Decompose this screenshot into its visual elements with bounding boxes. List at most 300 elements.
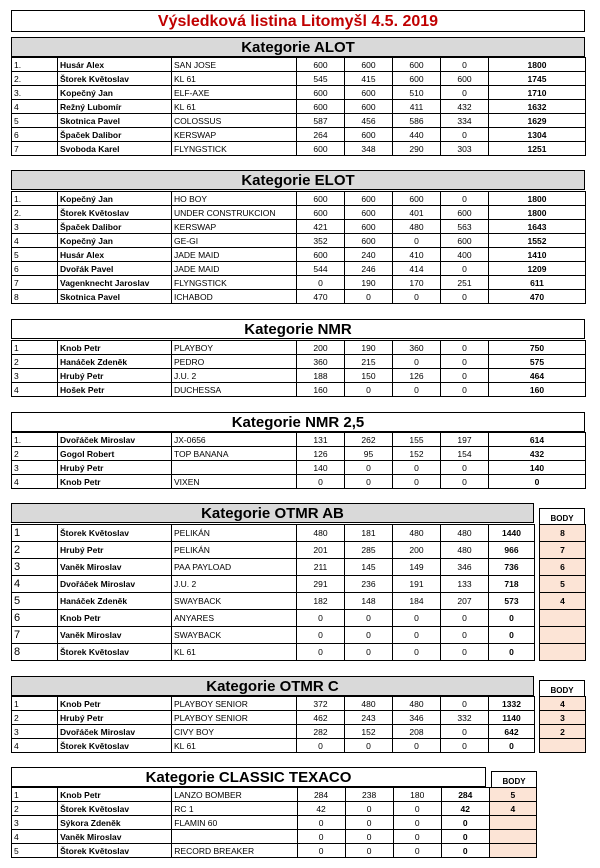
total-cell: 1304 [489,128,586,142]
round-3-cell: 170 [393,276,441,290]
model-cell: JADE MAID [172,248,297,262]
total-cell: 1440 [489,525,535,542]
round-3-cell: 191 [393,576,441,593]
round-1-cell: 0 [297,610,345,627]
total-cell: 1800 [489,206,586,220]
rank-cell: 1 [12,788,58,802]
round-3-cell: 0 [393,844,441,858]
table-row [12,58,586,72]
points-cell [540,610,586,627]
round-3-cell: 0 [393,830,441,844]
round-1-cell: 0 [297,475,345,489]
round-4-cell: 0 [441,262,489,276]
round-2-cell: 600 [345,220,393,234]
round-1-cell: 131 [297,433,345,447]
total-cell: 575 [489,355,586,369]
round-3-cell: 411 [393,100,441,114]
pilot-cell: Vaněk Miroslav [58,559,172,576]
round-1-cell: 360 [297,355,345,369]
round-2-cell: 152 [345,725,393,739]
round-1-cell: 282 [297,725,345,739]
rank-cell: 4 [12,576,58,593]
round-4-cell: 0 [441,86,489,100]
table-row [12,192,586,206]
round-4-cell: 0 [441,128,489,142]
round-4-cell: 332 [441,711,489,725]
round-1-cell: 201 [297,542,345,559]
round-3-cell: 586 [393,114,441,128]
rank-cell: 3 [12,220,58,234]
round-2-cell: 0 [345,610,393,627]
round-1-cell: 182 [297,593,345,610]
table-row [12,86,586,100]
total-cell: 1140 [489,711,535,725]
round-1-cell: 140 [297,461,345,475]
page-title: Výsledková listina Litomyšl 4.5. 2019 [11,10,585,32]
round-3-cell: 0 [393,802,441,816]
rank-cell: 3. [12,86,58,100]
total-cell: 0 [489,644,535,661]
results-table-otmr-c [11,696,586,753]
round-3-cell: 180 [393,788,441,802]
pilot-cell: Hanáček Zdeněk [58,593,172,610]
results-table-classic-texaco [11,787,537,858]
table-row [12,610,586,627]
rank-cell: 7 [12,142,58,156]
category-title-alot: Kategorie ALOT [11,37,585,57]
round-4-cell: 480 [441,525,489,542]
round-1-cell: 188 [297,369,345,383]
total-cell: 1251 [489,142,586,156]
pilot-cell: Hanáček Zdeněk [58,355,172,369]
round-4-cell: 334 [441,114,489,128]
model-cell: SWAYBACK [172,627,297,644]
pilot-cell: Husár Alex [58,248,172,262]
category-title-nmr: Kategorie NMR [11,319,585,339]
table-row [12,276,586,290]
table-row [12,739,586,753]
rank-cell: 5 [12,248,58,262]
model-cell: ANYARES [172,610,297,627]
round-4-cell: 0 [441,739,489,753]
points-cell [540,739,586,753]
round-1-cell: 0 [297,830,345,844]
points-cell: 8 [540,525,586,542]
rank-cell: 3 [12,559,58,576]
round-1-cell: 587 [297,114,345,128]
round-1-cell: 600 [297,58,345,72]
model-cell: KL 61 [172,72,297,86]
model-cell: VIXEN [172,475,297,489]
round-4-cell: 0 [441,697,489,711]
table-row [12,627,586,644]
round-4-cell: 0 [441,644,489,661]
model-cell: SAN JOSE [172,58,297,72]
round-2-cell: 456 [345,114,393,128]
model-cell: UNDER CONSTRUKCION [172,206,297,220]
body-label-classic-texaco: BODY [491,771,537,791]
table-row [12,559,586,576]
model-cell: RECORD BREAKER [172,844,297,858]
round-2-cell: 181 [345,525,393,542]
round-3-cell: 0 [393,383,441,397]
pilot-cell: Gogol Robert [58,447,172,461]
round-3-cell: 290 [393,142,441,156]
round-1-cell: 470 [297,290,345,304]
model-cell: J.U. 2 [172,576,297,593]
total-cell: 642 [489,725,535,739]
rank-cell: 8 [12,290,58,304]
round-1-cell: 0 [297,844,345,858]
round-3-cell: 149 [393,559,441,576]
round-4-cell: 563 [441,220,489,234]
round-4-cell: 600 [441,72,489,86]
round-4-cell: 133 [441,576,489,593]
round-2-cell: 600 [345,192,393,206]
round-2-cell: 243 [345,711,393,725]
table-row [12,262,586,276]
round-4-cell: 0 [441,58,489,72]
rank-cell: 1. [12,433,58,447]
total-cell: 0 [489,739,535,753]
pilot-cell: Hošek Petr [58,383,172,397]
pilot-cell: Knob Petr [58,788,172,802]
round-2-cell: 190 [345,276,393,290]
round-3-cell: 0 [393,644,441,661]
rank-cell: 1 [12,341,58,355]
pilot-cell: Knob Petr [58,475,172,489]
rank-cell: 3 [12,461,58,475]
round-2-cell: 0 [345,644,393,661]
total-cell: 750 [489,341,586,355]
round-2-cell: 600 [345,128,393,142]
model-cell: RC 1 [172,802,297,816]
total-cell: 1710 [489,86,586,100]
round-3-cell: 200 [393,542,441,559]
pilot-cell: Hrubý Petr [58,542,172,559]
total-cell: 1209 [489,262,586,276]
pilot-cell: Štorek Květoslav [58,525,172,542]
total-cell: 464 [489,369,586,383]
round-1-cell: 480 [297,525,345,542]
total-cell: 966 [489,542,535,559]
rank-cell: 7 [12,276,58,290]
round-1-cell: 291 [297,576,345,593]
pilot-cell: Svoboda Karel [58,142,172,156]
model-cell: GE-GI [172,234,297,248]
table-row [12,802,537,816]
model-cell: LANZO BOMBER [172,788,297,802]
table-row [12,248,586,262]
round-2-cell: 145 [345,559,393,576]
pilot-cell: Knob Petr [58,697,172,711]
table-row [12,816,537,830]
round-4-cell: 303 [441,142,489,156]
points-cell: 3 [540,711,586,725]
total-cell: 1632 [489,100,586,114]
pilot-cell: Vagenknecht Jaroslav [58,276,172,290]
pilot-cell: Štorek Květoslav [58,72,172,86]
table-row [12,525,586,542]
rank-cell: 2 [12,802,58,816]
round-4-cell: 600 [441,206,489,220]
round-2-cell: 348 [345,142,393,156]
round-2-cell: 238 [345,788,393,802]
pilot-cell: Režný Lubomír [58,100,172,114]
rank-cell: 1 [12,525,58,542]
round-3-cell: 346 [393,711,441,725]
pilot-cell: Štorek Květoslav [58,739,172,753]
pilot-cell: Dvořák Pavel [58,262,172,276]
round-4-cell: 0 [441,610,489,627]
table-row [12,355,586,369]
table-row [12,475,586,489]
round-2-cell: 190 [345,341,393,355]
round-1-cell: 211 [297,559,345,576]
table-row [12,142,586,156]
pilot-cell: Štorek Květoslav [58,802,172,816]
round-4-cell: 0 [441,290,489,304]
round-2-cell: 0 [345,739,393,753]
round-1-cell: 284 [297,788,345,802]
rank-cell: 1. [12,192,58,206]
total-cell: 1643 [489,220,586,234]
rank-cell: 1. [12,58,58,72]
round-1-cell: 462 [297,711,345,725]
model-cell: KL 61 [172,739,297,753]
table-row [12,128,586,142]
table-row [12,711,586,725]
table-row [12,830,537,844]
model-cell: J.U. 2 [172,369,297,383]
round-1-cell: 545 [297,72,345,86]
table-row [12,461,586,475]
round-2-cell: 0 [345,802,393,816]
round-3-cell: 401 [393,206,441,220]
pilot-cell: Kopečný Jan [58,192,172,206]
round-3-cell: 480 [393,220,441,234]
table-row [12,220,586,234]
round-1-cell: 421 [297,220,345,234]
total-cell: 573 [489,593,535,610]
total-cell: 432 [489,447,586,461]
model-cell: DUCHESSA [172,383,297,397]
pilot-cell: Dvořáček Miroslav [58,725,172,739]
rank-cell: 5 [12,114,58,128]
points-cell: 7 [540,542,586,559]
round-1-cell: 600 [297,206,345,220]
total-cell: 1800 [489,192,586,206]
table-row [12,542,586,559]
round-3-cell: 152 [393,447,441,461]
round-2-cell: 0 [345,383,393,397]
table-row [12,234,586,248]
rank-cell: 4 [12,475,58,489]
model-cell: ELF-AXE [172,86,297,100]
rank-cell: 2. [12,72,58,86]
model-cell: KL 61 [172,100,297,114]
round-2-cell: 215 [345,355,393,369]
round-4-cell: 480 [441,542,489,559]
round-2-cell: 600 [345,206,393,220]
round-1-cell: 600 [297,100,345,114]
pilot-cell: Kopečný Jan [58,86,172,100]
total-cell: 1629 [489,114,586,128]
table-row [12,844,537,858]
round-1-cell: 544 [297,262,345,276]
total-cell: 42 [441,802,489,816]
points-cell: 5 [489,788,536,802]
round-4-cell: 251 [441,276,489,290]
pilot-cell: Husár Alex [58,58,172,72]
category-title-otmr-ab: Kategorie OTMR AB [11,503,534,523]
total-cell: 1800 [489,58,586,72]
round-4-cell: 0 [441,461,489,475]
round-2-cell: 0 [345,844,393,858]
total-cell: 1552 [489,234,586,248]
round-4-cell: 346 [441,559,489,576]
round-4-cell: 154 [441,447,489,461]
round-2-cell: 0 [345,461,393,475]
rank-cell: 8 [12,644,58,661]
rank-cell: 3 [12,816,58,830]
round-4-cell: 432 [441,100,489,114]
round-4-cell: 207 [441,593,489,610]
round-1-cell: 600 [297,86,345,100]
round-3-cell: 600 [393,58,441,72]
category-title-classic-texaco: Kategorie CLASSIC TEXACO [11,767,486,787]
round-3-cell: 414 [393,262,441,276]
round-3-cell: 155 [393,433,441,447]
round-2-cell: 95 [345,447,393,461]
round-2-cell: 0 [345,475,393,489]
round-3-cell: 0 [393,627,441,644]
model-cell: HO BOY [172,192,297,206]
total-cell: 611 [489,276,586,290]
round-3-cell: 184 [393,593,441,610]
points-cell: 5 [540,576,586,593]
total-cell: 0 [441,816,489,830]
table-row [12,100,586,114]
round-2-cell: 480 [345,697,393,711]
model-cell: KL 61 [172,644,297,661]
round-4-cell: 600 [441,234,489,248]
pilot-cell: Hrubý Petr [58,369,172,383]
model-cell: CIVY BOY [172,725,297,739]
round-1-cell: 0 [297,739,345,753]
rank-cell: 2 [12,542,58,559]
model-cell: KERSWAP [172,220,297,234]
pilot-cell: Hrubý Petr [58,711,172,725]
table-row [12,72,586,86]
round-4-cell: 0 [441,369,489,383]
model-cell: KERSWAP [172,128,297,142]
pilot-cell: Špaček Dalibor [58,128,172,142]
round-1-cell: 126 [297,447,345,461]
rank-cell: 4 [12,739,58,753]
model-cell: JX-0656 [172,433,297,447]
pilot-cell: Štorek Květoslav [58,844,172,858]
round-2-cell: 148 [345,593,393,610]
points-cell [489,830,536,844]
rank-cell: 4 [12,383,58,397]
pilot-cell: Knob Petr [58,610,172,627]
results-table-alot [11,57,586,156]
table-row [12,644,586,661]
round-2-cell: 285 [345,542,393,559]
pilot-cell: Vaněk Miroslav [58,627,172,644]
round-2-cell: 150 [345,369,393,383]
round-1-cell: 0 [297,276,345,290]
round-3-cell: 0 [393,355,441,369]
table-row [12,341,586,355]
total-cell: 0 [489,475,586,489]
rank-cell: 5 [12,593,58,610]
total-cell: 1745 [489,72,586,86]
rank-cell: 6 [12,262,58,276]
round-2-cell: 600 [345,100,393,114]
round-1-cell: 0 [297,644,345,661]
rank-cell: 4 [12,234,58,248]
round-4-cell: 0 [441,192,489,206]
results-table-elot [11,191,586,304]
model-cell: PELIKÁN [172,525,297,542]
table-row [12,369,586,383]
round-2-cell: 0 [345,830,393,844]
model-cell: PELIKÁN [172,542,297,559]
points-cell [489,816,536,830]
round-1-cell: 42 [297,802,345,816]
model-cell: FLAMIN 60 [172,816,297,830]
table-row [12,697,586,711]
round-3-cell: 510 [393,86,441,100]
total-cell: 1410 [489,248,586,262]
total-cell: 736 [489,559,535,576]
model-cell: COLOSSUS [172,114,297,128]
round-3-cell: 410 [393,248,441,262]
model-cell: PLAYBOY SENIOR [172,697,297,711]
round-1-cell: 600 [297,192,345,206]
round-2-cell: 246 [345,262,393,276]
body-label-otmr-ab: BODY [539,508,585,528]
total-cell: 0 [441,844,489,858]
table-row [12,383,586,397]
total-cell: 0 [489,627,535,644]
round-3-cell: 480 [393,697,441,711]
round-3-cell: 0 [393,234,441,248]
model-cell: FLYNGSTICK [172,276,297,290]
round-3-cell: 208 [393,725,441,739]
round-3-cell: 0 [393,739,441,753]
rank-cell: 2 [12,355,58,369]
model-cell [172,461,297,475]
table-row [12,206,586,220]
rank-cell: 6 [12,128,58,142]
rank-cell: 6 [12,610,58,627]
points-cell [540,627,586,644]
rank-cell: 2 [12,711,58,725]
round-4-cell: 0 [441,725,489,739]
results-table-nmr [11,340,586,397]
points-cell [540,644,586,661]
round-4-cell: 0 [441,355,489,369]
round-3-cell: 0 [393,290,441,304]
total-cell: 1332 [489,697,535,711]
points-cell: 2 [540,725,586,739]
rank-cell: 2 [12,447,58,461]
model-cell: TOP BANANA [172,447,297,461]
round-1-cell: 200 [297,341,345,355]
